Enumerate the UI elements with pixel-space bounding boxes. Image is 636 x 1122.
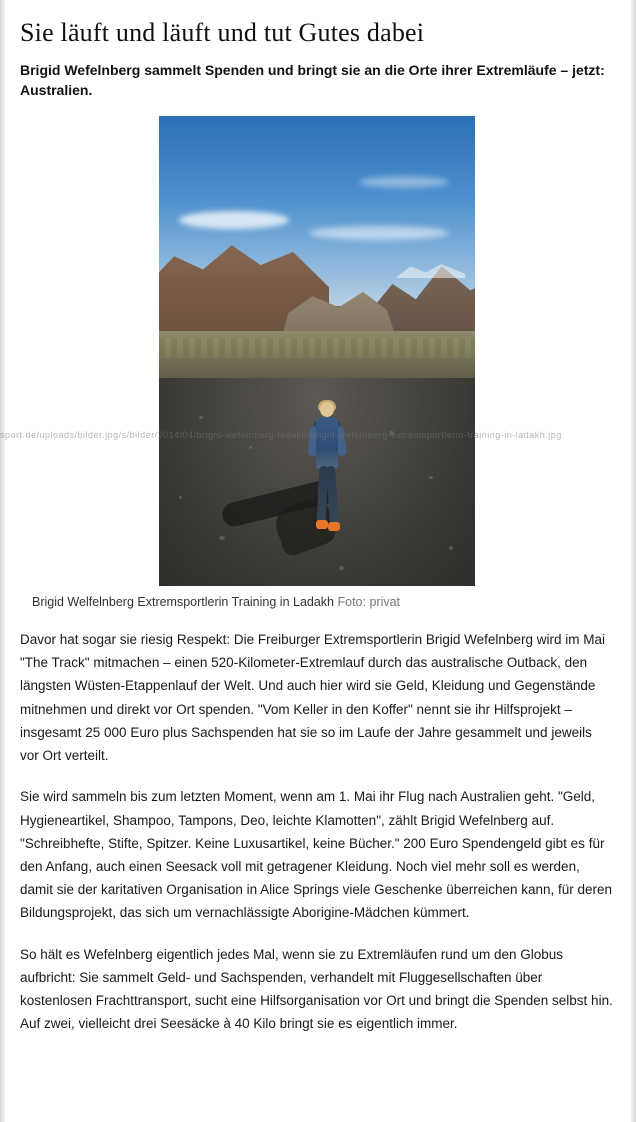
runner-torso bbox=[316, 417, 338, 469]
image-caption-text: Brigid Welfelnberg Extremsportlerin Training in Ladakh bbox=[32, 595, 335, 610]
article-paragraph: Davor hat sogar sie riesig Respekt: Die Freiburger Extremsportlerin Brigid Wefelnberg wird im Mai "The Track" mitmachen – einen 520-Kilometer-Extremlauf durch das australische Outback, den längsten Wüsten-Etappenlauf der Welt. Und auch hier wird sie Geld, Kleidung und Gegenstände mitnehmen und direkt vor Ort spenden. "Vom Keller in den Koffer" nennt sie ihr Hilfsprojekt – insgesamt 25 000 Euro plus Sachspenden hat sie so im Laufe der Jahre gesammelt und jeweils vor Ort verteilt. bbox=[20, 631, 605, 764]
article-subheadline: Brigid Wefelnberg sammelt Spenden und bringt sie an die Orte ihrer Extremläufe – jetzt: Australien. bbox=[20, 61, 605, 99]
image-credit: Foto: privat bbox=[337, 595, 401, 610]
image-watermark: sport.de/uploads/bilder.jpg/s/bilder/2014/04/brigid-wefelnberg-ladakh/brigid-wefelnberg-extremsportlerin-training-in-ladakh.jpg bbox=[0, 430, 562, 440]
runner-leg-right bbox=[326, 466, 339, 524]
photo-grass-band bbox=[159, 338, 475, 358]
article-figure bbox=[20, 116, 614, 612]
image-caption bbox=[32, 594, 614, 612]
runner-shoe-right bbox=[328, 522, 340, 531]
article-paragraph: Sie wird sammeln bis zum letzten Moment, wenn am 1. Mai ihr Flug nach Australien geht. "Geld, Hygieneartikel, Shampoo, Tampons, Deo, leichte Klamotten", zählt Brigid Wefelnberg auf. "Schreibhefte, Stifte, Spitzer. Keine Luxusartikel, keine Bücher." 200 Euro Spendengeld gibt es für den Anfang, auch einen Seesack voll mit getragener Kleidung. Noch viel mehr soll es werden, damit sie der karitativen Organisation in Alice Springs viele Geschenke überreichen kann, für deren Bildungsprojekt, das sich um vernachlässigte Aborigine-Mädchen kümmert. bbox=[20, 789, 613, 921]
runner-shoe-left bbox=[316, 520, 328, 529]
runner-head bbox=[320, 402, 334, 417]
article-photo bbox=[159, 116, 475, 586]
article-body bbox=[20, 628, 614, 1036]
runner-figure bbox=[307, 402, 347, 554]
article-paragraph: So hält es Wefelnberg eigentlich jedes Mal, wenn sie zu Extremläufen rund um den Globus aufbricht: Sie sammelt Geld- und Sachspenden, verhandelt mit Fluggesellschaften über kostenlosen Frachttransport, sucht eine Hilfsorganisation vor Ort und bringt die Spenden selbst hin. Auf zwei, vielleicht drei Seesäcke à 40 Kilo bringt sie es eigentlich immer. bbox=[20, 946, 613, 1032]
page-title: Sie läuft und läuft und tut Gutes dabei bbox=[20, 18, 425, 47]
